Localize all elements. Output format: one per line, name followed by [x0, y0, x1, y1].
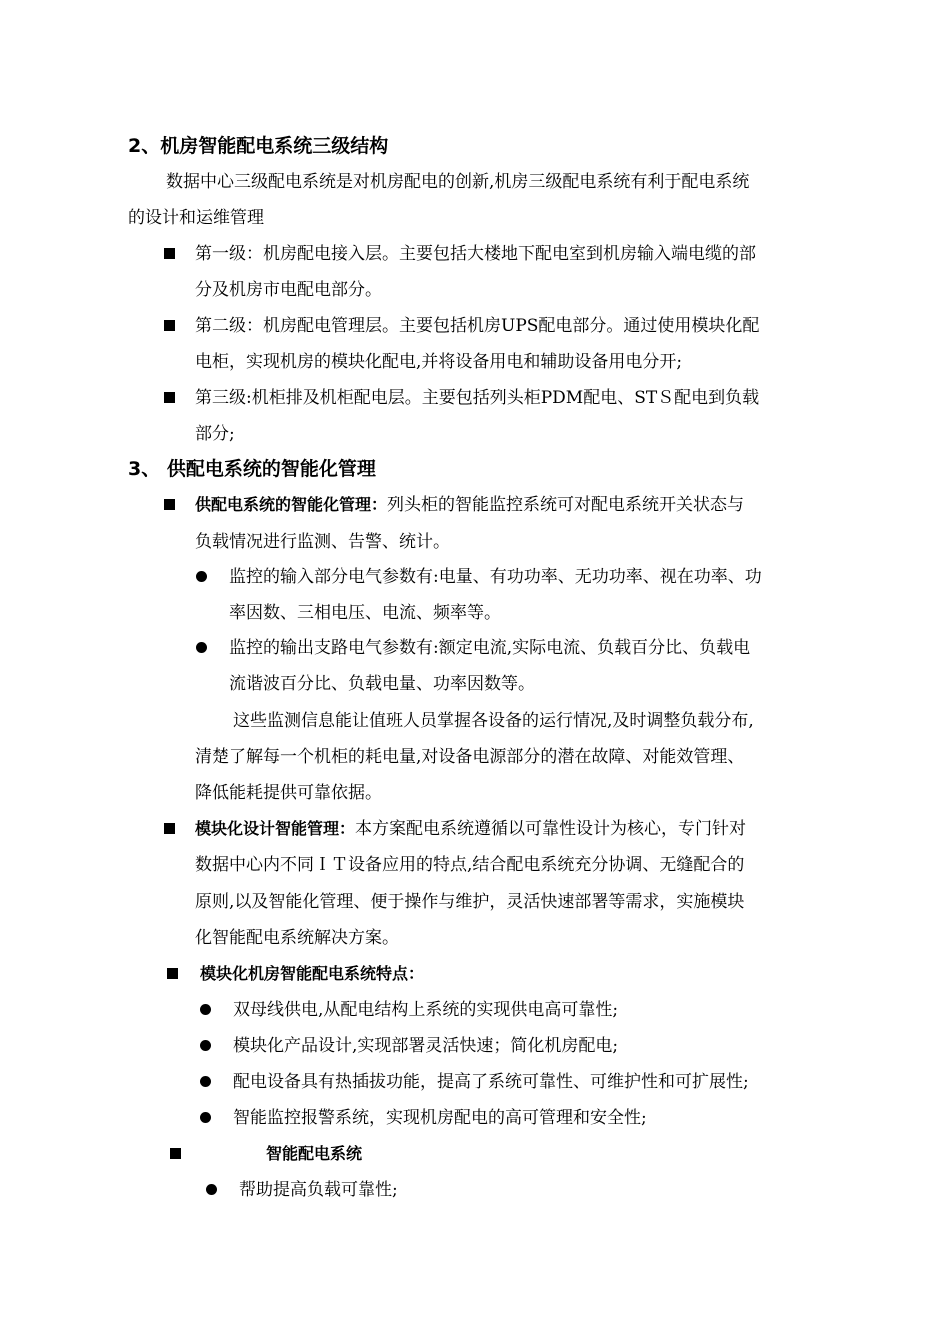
output-params-line-2: 流谐波百分比、负载电量、功率因数等。: [229, 674, 535, 694]
level1-line-1: 第一级：机房配电接入层。主要包括大楼地下配电室到机房输入端电缆的部: [195, 244, 756, 264]
feature-item-4: 智能监控报警系统，实现机房配电的高可管理和安全性;: [233, 1108, 647, 1128]
level2-line-1: 第二级：机房配电管理层。主要包括机房UPS配电部分。通过使用模块化配: [195, 316, 760, 336]
input-params-line-1: 监控的输入部分电气参数有:电量、有功功率、无功功率、视在功率、功: [229, 567, 762, 587]
features-heading: 模块化机房智能配电系统特点：: [200, 964, 425, 983]
feature-item-1: 双母线供电,从配电结构上系统的实现供电高可靠性;: [233, 1000, 619, 1020]
monitoring-para-line-1: 这些监测信息能让值班人员掌握各设备的运行情况,及时调整负载分布,: [233, 711, 754, 731]
feature-item-3: 配电设备具有热插拔功能，提高了系统可靠性、可维护性和可扩展性;: [233, 1072, 749, 1092]
smart-system-heading: 智能配电系统: [266, 1144, 363, 1163]
output-params-line-1: 监控的输出支路电气参数有:额定电流,实际电流、负载百分比、负载电: [229, 638, 751, 658]
level2-line-2: 电柜，实现机房的模块化配电,并将设备用电和辅助设备用电分开;: [195, 352, 683, 372]
modular-mgmt-line-2: 数据中心内不同ＩＴ设备应用的特点,结合配电系统充分协调、无缝配合的: [195, 855, 745, 875]
square-bullet-icon: [164, 392, 175, 403]
feature-item-2: 模块化产品设计,实现部署灵活快速；简化机房配电;: [233, 1036, 619, 1056]
modular-mgmt-label: 模块化设计智能管理：: [195, 819, 356, 838]
modular-mgmt-line-3: 原则,以及智能化管理、便于操作与维护，灵活快速部署等需求，实施模块: [195, 892, 745, 912]
level3-line-2: 部分;: [195, 424, 235, 444]
square-bullet-icon: [164, 499, 175, 510]
modular-mgmt-text: 本方案配电系统遵循以可靠性设计为核心，专门针对: [355, 819, 747, 839]
modular-mgmt-line-1: [195, 817, 746, 841]
square-bullet-icon: [167, 968, 178, 979]
smart-mgmt-text: 列头柜的智能监控系统可对配电系统开关状态与: [387, 495, 745, 515]
monitoring-para-line-2: 清楚了解每一个机柜的耗电量,对设备电源部分的潜在故障、对能效管理、: [195, 747, 745, 767]
square-bullet-icon: [164, 320, 175, 331]
round-bullet-icon: [196, 571, 207, 582]
round-bullet-icon: [200, 1004, 211, 1015]
round-bullet-icon: [200, 1040, 211, 1051]
round-bullet-icon: [200, 1076, 211, 1087]
round-bullet-icon: [200, 1112, 211, 1123]
smart-system-item-1: 帮助提高负载可靠性;: [239, 1180, 398, 1200]
level3-line-1: 第三级:机柜排及机柜配电层。主要包括列头柜PDM配电、STＳ配电到负载: [195, 388, 760, 408]
square-bullet-icon: [170, 1148, 181, 1159]
round-bullet-icon: [206, 1184, 217, 1195]
sec2-intro-line-1: 数据中心三级配电系统是对机房配电的创新,机房三级配电系统有利于配电系统: [166, 172, 750, 192]
modular-mgmt-line-4: 化智能配电系统解决方案。: [195, 928, 399, 948]
square-bullet-icon: [164, 823, 175, 834]
smart-mgmt-line-2: 负载情况进行监测、告警、统计。: [195, 532, 450, 552]
square-bullet-icon: [164, 248, 175, 259]
smart-mgmt-line-1: [195, 493, 744, 517]
section-3-heading: 3、 供配电系统的智能化管理: [128, 458, 376, 480]
level1-line-2: 分及机房市电配电部分。: [195, 280, 382, 300]
round-bullet-icon: [196, 642, 207, 653]
sec2-intro-line-2: 的设计和运维管理: [128, 208, 264, 228]
monitoring-para-line-3: 降低能耗提供可靠依据。: [195, 783, 382, 803]
section-2-heading: 2、机房智能配电系统三级结构: [128, 135, 389, 157]
input-params-line-2: 率因数、三相电压、电流、频率等。: [229, 603, 501, 623]
smart-mgmt-label: 供配电系统的智能化管理：: [195, 495, 388, 514]
